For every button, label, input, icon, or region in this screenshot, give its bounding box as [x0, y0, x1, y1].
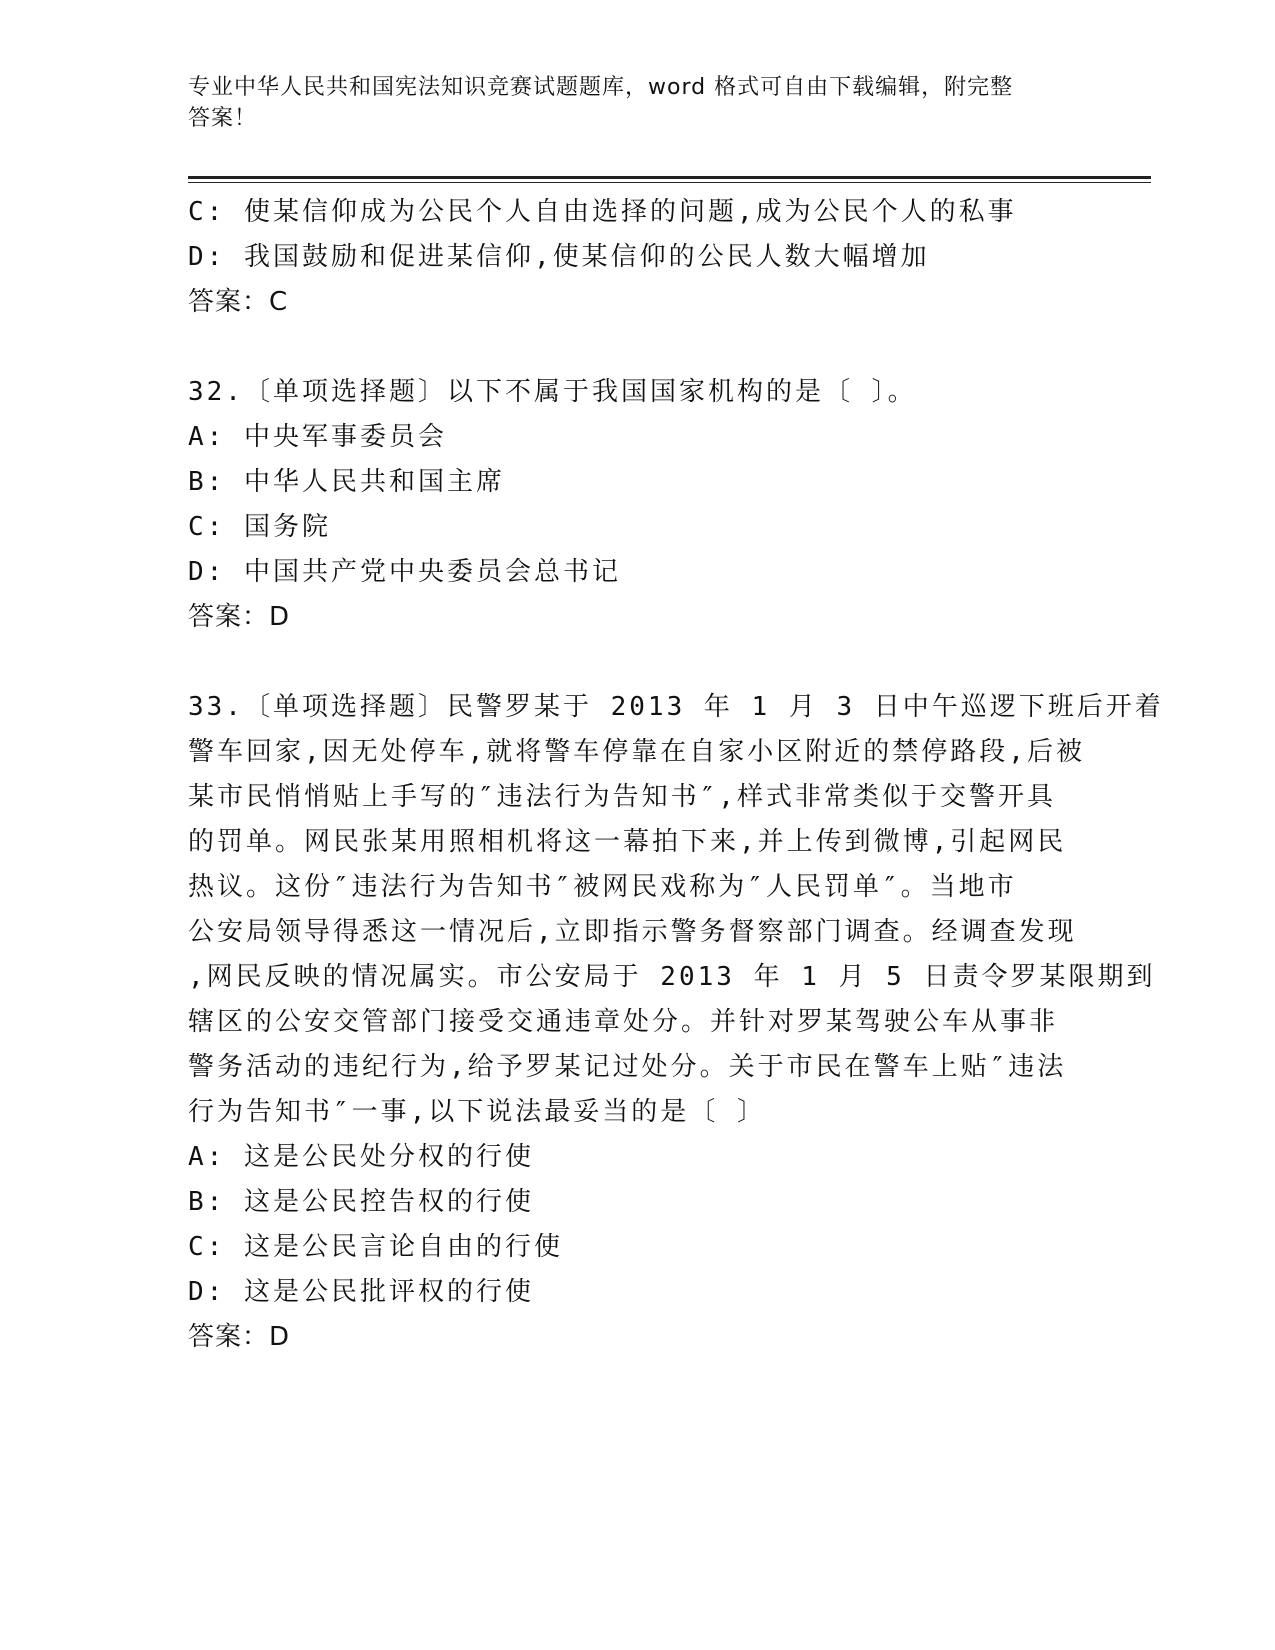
- option-b: B: 中华人民共和国主席: [188, 467, 505, 497]
- header-title-line-2: 答案！: [188, 106, 258, 131]
- answer-line: 答案：D: [188, 602, 291, 632]
- stem-line: 行为告知书″一事,以下说法最妥当的是〔 〕: [188, 1097, 766, 1127]
- header-title-line-1: 专业中华人民共和国宪法知识竞赛试题题库，word 格式可自由下载编辑，附完整: [188, 75, 1014, 100]
- question-33: [188, 685, 1164, 1360]
- document-header: [188, 72, 1068, 134]
- option-c: C: 使某信仰成为公民个人自由选择的问题,成为公民个人的私事: [188, 197, 1017, 227]
- stem-line: 33.〔单项选择题〕民警罗某于 2013 年 1 月 3 日中午巡逻下班后开着: [188, 692, 1164, 722]
- stem-line: 的罚单。网民张某用照相机将这一幕拍下来,并上传到微博,引起网民: [188, 827, 1067, 857]
- header-divider-thin: [188, 182, 1151, 183]
- stem-line: 热议。这份″违法行为告知书″被网民戏称为″人民罚单″。当地市: [188, 872, 1017, 902]
- answer-line: 答案：D: [188, 1322, 291, 1352]
- header-divider-thick: [188, 176, 1151, 179]
- spacer: [188, 325, 1078, 370]
- stem-line: 公安局领导得悉这一情况后,立即指示警务督察部门调查。经调查发现: [188, 917, 1077, 947]
- question-stem: 32.〔单项选择题〕以下不属于我国国家机构的是〔 〕。: [188, 377, 917, 407]
- option-c: C: 这是公民言论自由的行使: [188, 1232, 563, 1262]
- stem-line: 辖区的公安交管部门接受交通违章处分。并针对罗某驾驶公车从事非: [188, 1007, 1059, 1037]
- option-d: D: 我国鼓励和促进某信仰,使某信仰的公民人数大幅增加: [188, 242, 930, 272]
- previous-question-tail: [188, 190, 1078, 325]
- spacer: [188, 640, 1078, 685]
- answer-line: 答案：C: [188, 287, 289, 317]
- question-32: [188, 370, 1078, 640]
- stem-line: 警务活动的违纪行为,给予罗某记过处分。关于市民在警车上贴″违法: [188, 1052, 1067, 1082]
- option-d: D: 中国共产党中央委员会总书记: [188, 557, 621, 587]
- question-stem: [188, 685, 1164, 1135]
- stem-line: ,网民反映的情况属实。市公安局于 2013 年 1 月 5 日责令罗某限期到: [188, 962, 1156, 992]
- stem-line: 警车回家,因无处停车,就将警车停靠在自家小区附近的禁停路段,后被: [188, 737, 1085, 767]
- option-d: D: 这是公民批评权的行使: [188, 1277, 534, 1307]
- stem-line: 某市民悄悄贴上手写的″违法行为告知书″,样式非常类似于交警开具: [188, 782, 1056, 812]
- question-content: [188, 190, 1164, 1360]
- option-b: B: 这是公民控告权的行使: [188, 1187, 534, 1217]
- option-c: C: 国务院: [188, 512, 331, 542]
- option-a: A: 中央军事委员会: [188, 422, 447, 452]
- option-a: A: 这是公民处分权的行使: [188, 1142, 534, 1172]
